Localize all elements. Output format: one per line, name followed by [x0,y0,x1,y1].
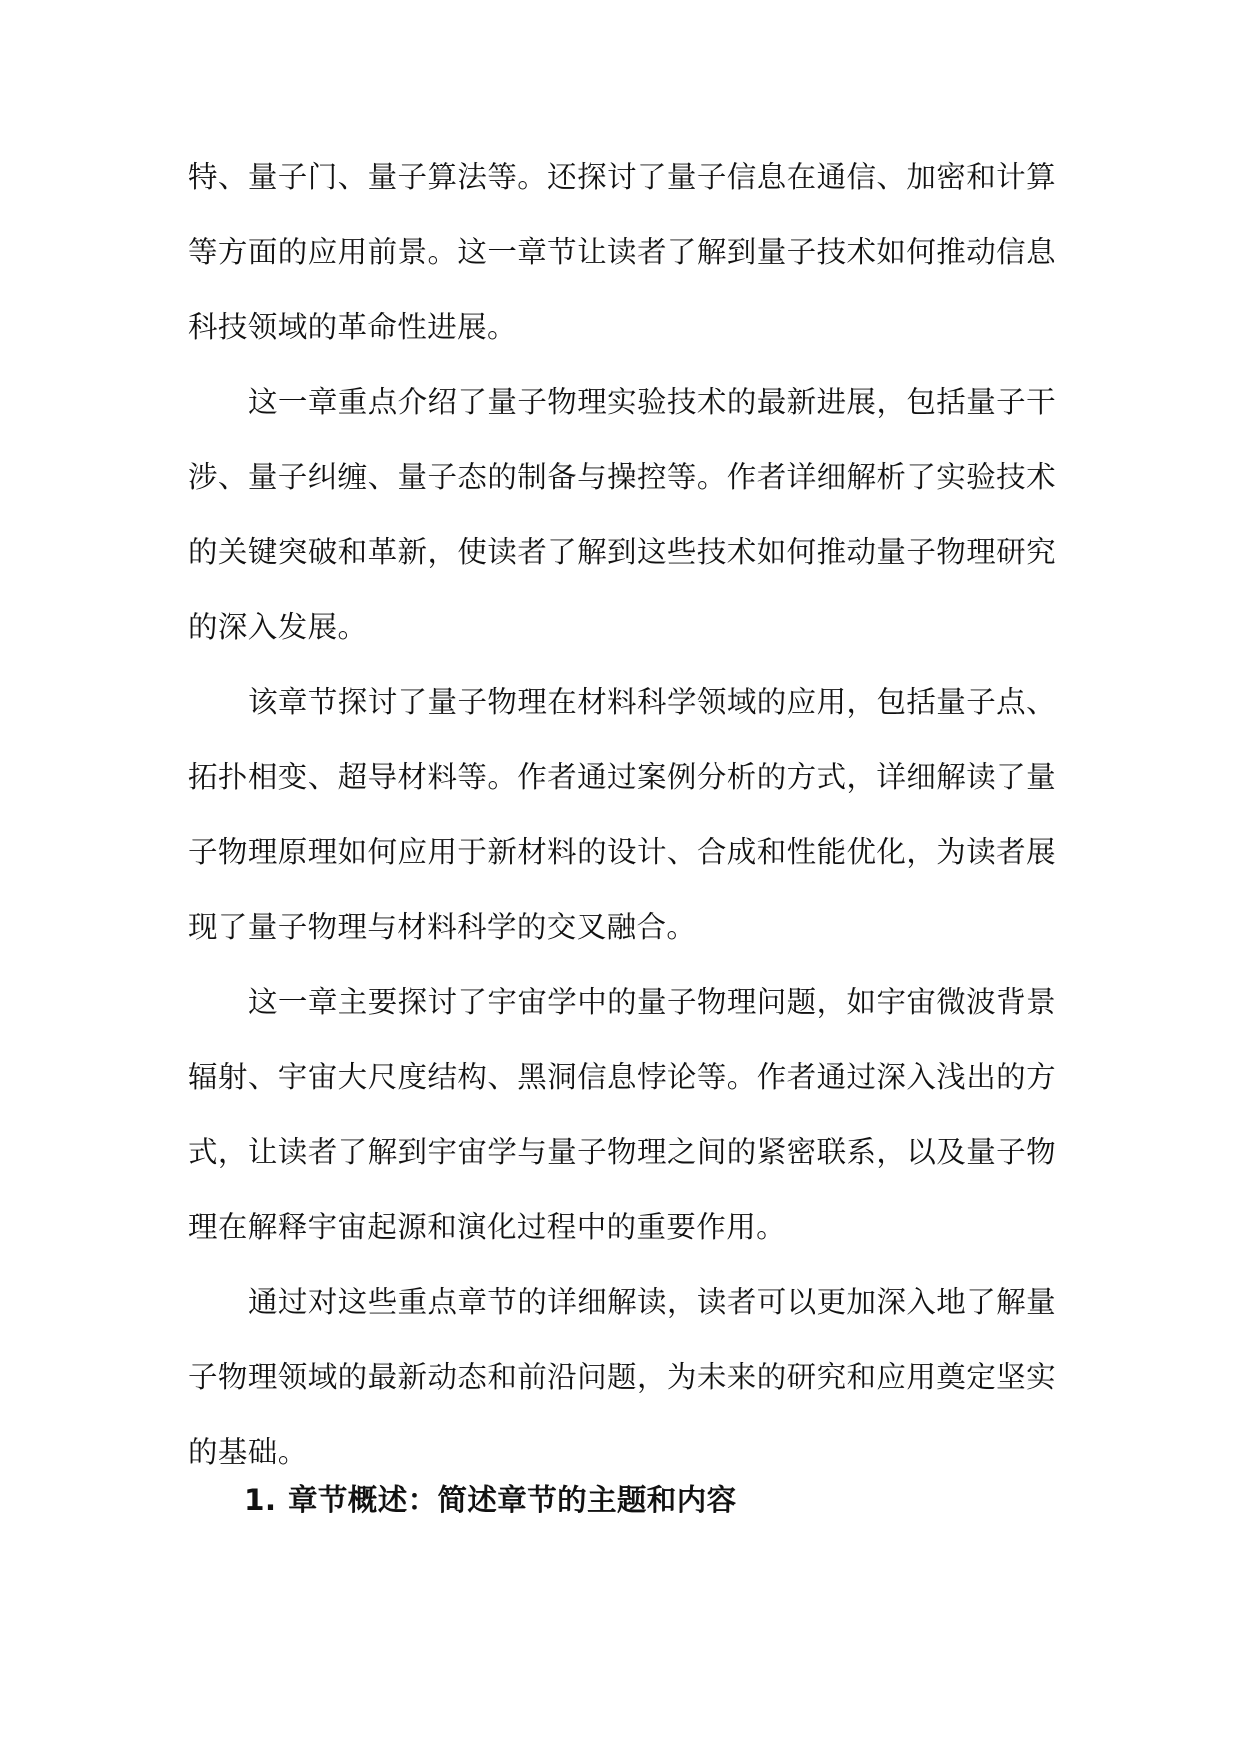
paragraph-conclusion: 通过对这些重点章节的详细解读，读者可以更加深入地了解量子物理领域的最新动态和前沿问题，为未来的研究和应用奠定坚实的基础。 [188,1285,1056,1469]
paragraph-materials-science: 该章节探讨了量子物理在材料科学领域的应用，包括量子点、拓扑相变、超导材料等。作者通过案例分析的方式，详细解读了量子物理原理如何应用于新材料的设计、合成和性能优化，为读者展现了量子物理与材料科学的交叉融合。 [188,685,1056,944]
paragraph-continued: 特、量子门、量子算法等。还探讨了量子信息在通信、加密和计算等方面的应用前景。这一章节让读者了解到量子技术如何推动信息科技领域的革命性进展。 [188,160,1056,344]
section-heading-number: 1. [244,1483,277,1517]
section-heading-text: 章节概述：简述章节的主题和内容 [288,1483,737,1517]
paragraph-experimental-techniques: 这一章重点介绍了量子物理实验技术的最新进展，包括量子干涉、量子纠缠、量子态的制备与操控等。作者详细解析了实验技术的关键突破和革新，使读者了解到这些技术如何推动量子物理研究的深入发展。 [188,385,1056,644]
section-heading [244,1480,737,1520]
document-body [188,140,1056,1490]
paragraph-cosmology: 这一章主要探讨了宇宙学中的量子物理问题，如宇宙微波背景辐射、宇宙大尺度结构、黑洞信息悖论等。作者通过深入浅出的方式，让读者了解到宇宙学与量子物理之间的紧密联系，以及量子物理在解释宇宙起源和演化过程中的重要作用。 [188,985,1056,1244]
